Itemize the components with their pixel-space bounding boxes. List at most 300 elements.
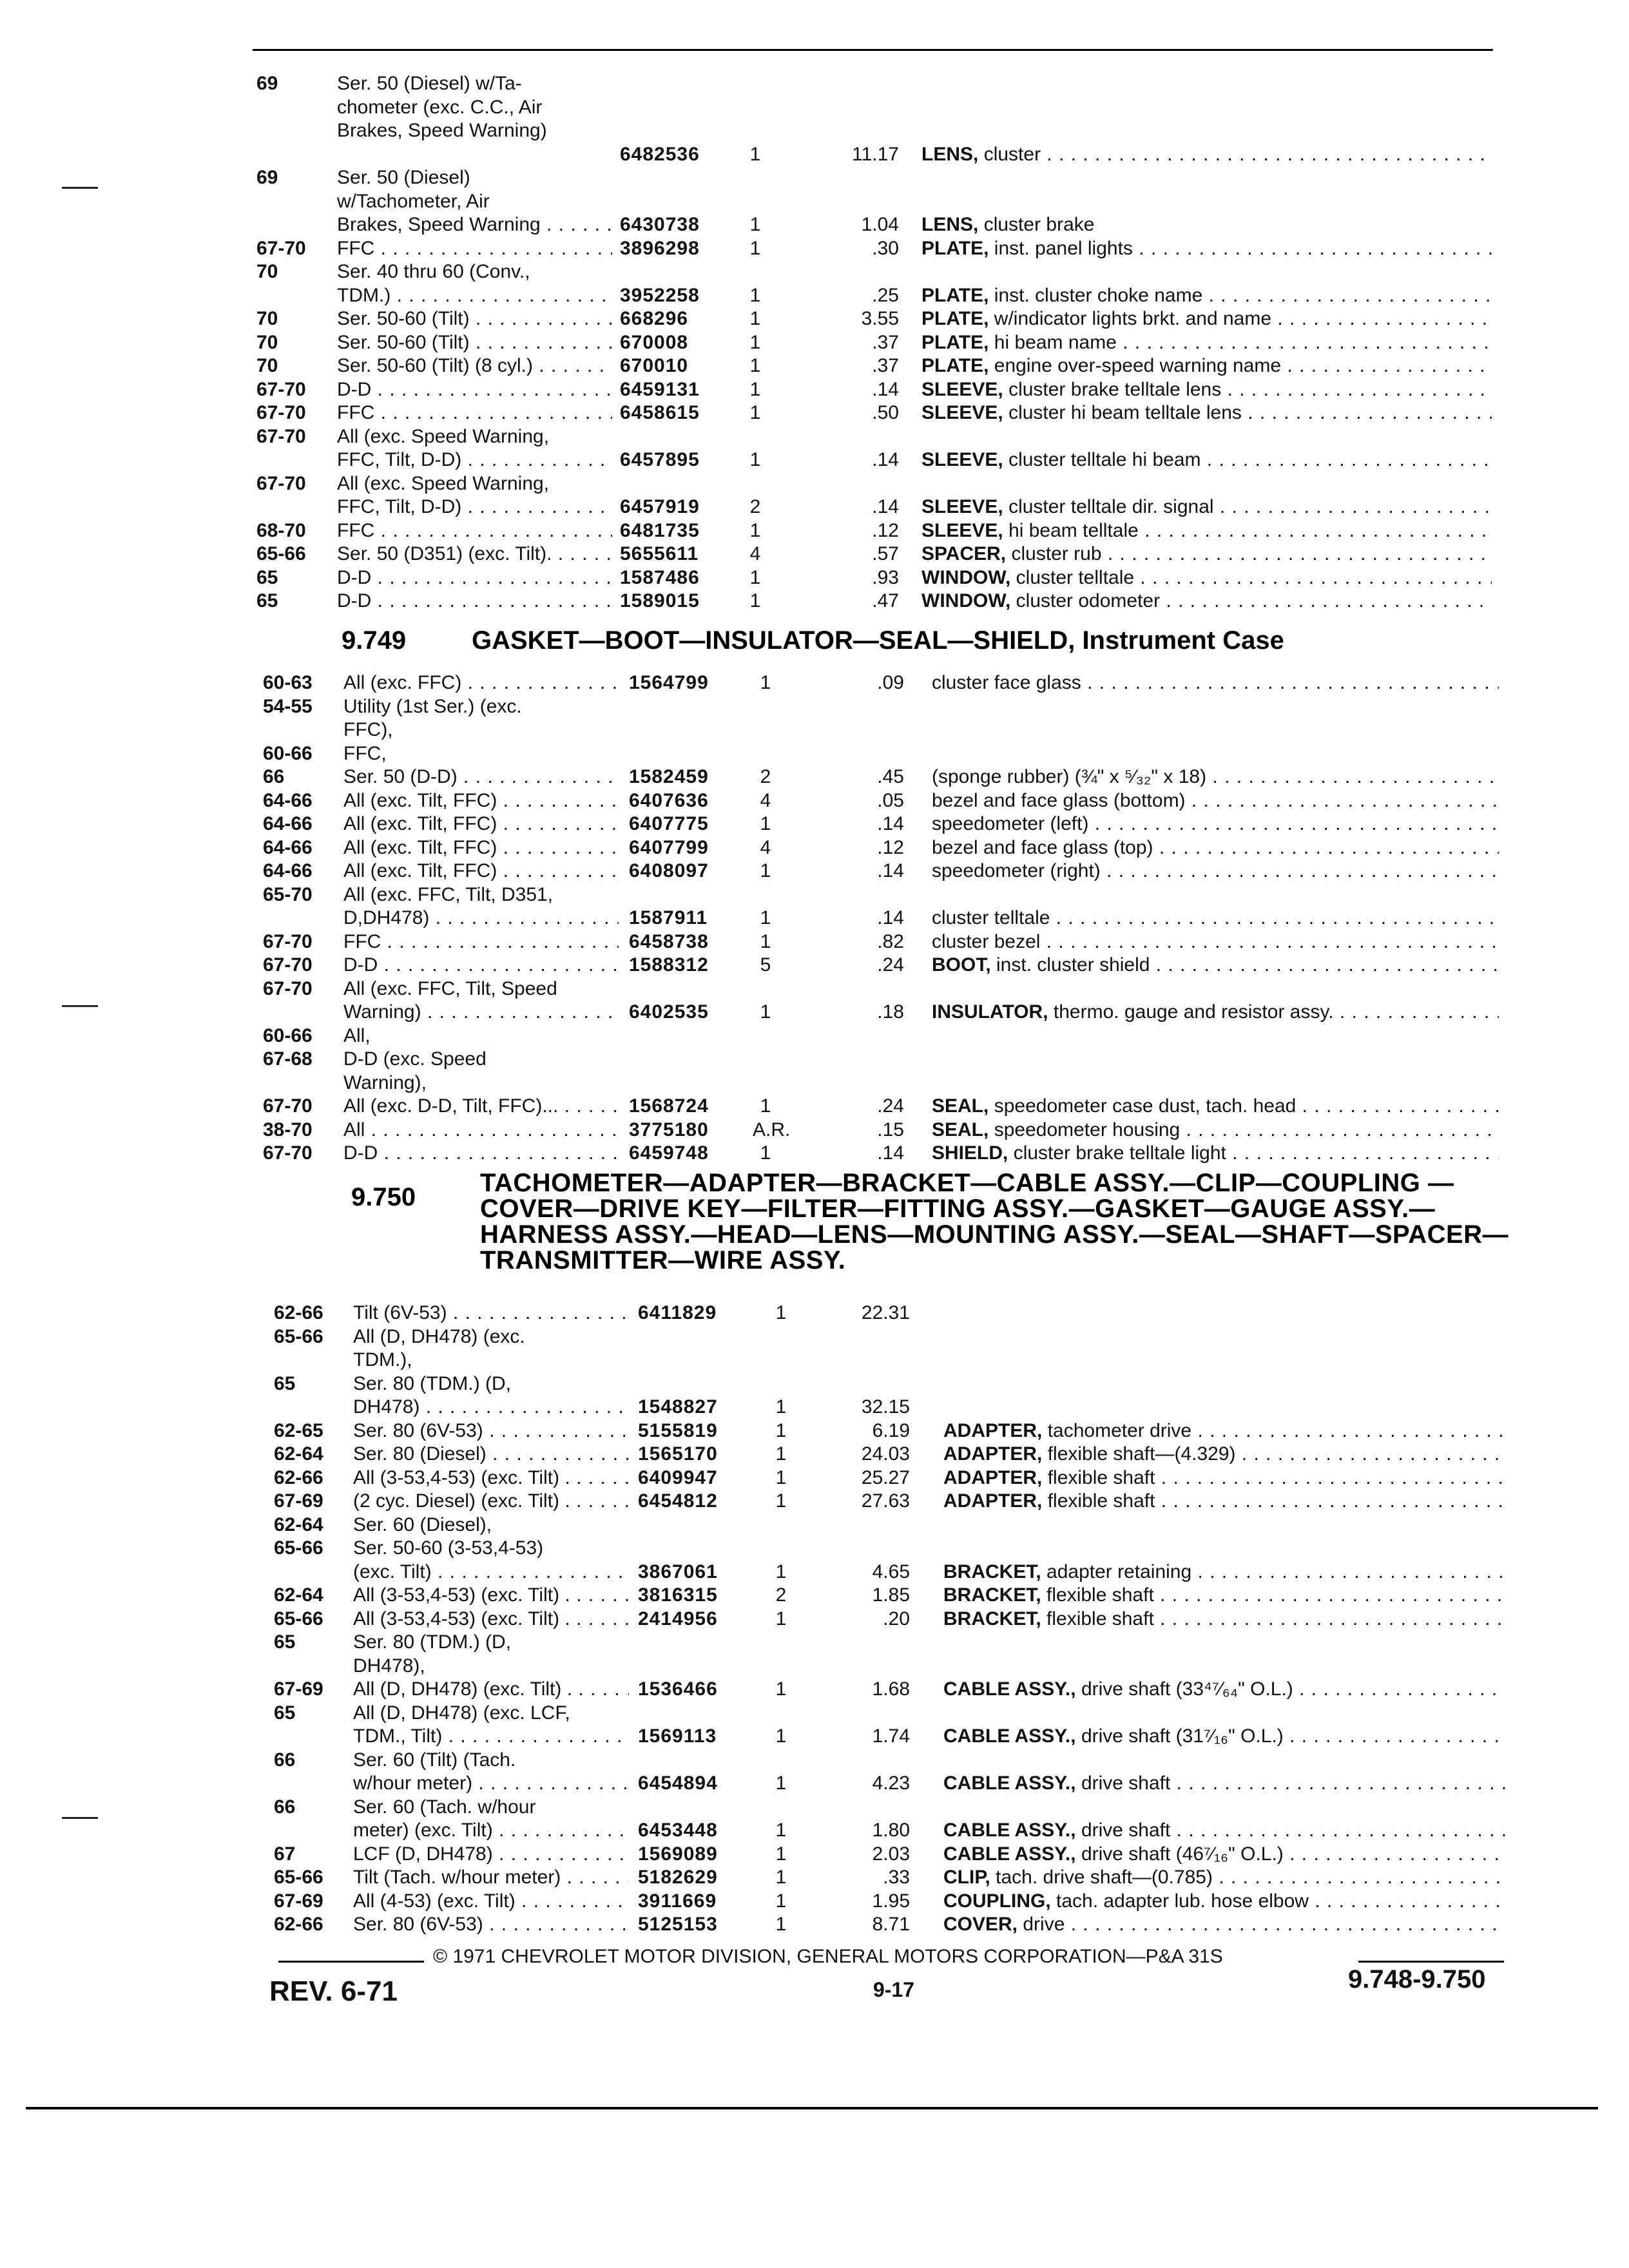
part-name <box>943 1490 1505 1514</box>
quantity: 1 <box>749 590 761 611</box>
model-description: All (D, DH478) (exc. Tilt) . . . . <box>353 1678 629 1702</box>
price: 1.85 <box>872 1584 910 1606</box>
part-name-keyword: BRACKET, <box>943 1561 1041 1582</box>
part-name-text: inst. cluster choke name <box>994 284 1203 306</box>
part-number: 5182629 <box>638 1867 718 1888</box>
parts-row <box>0 190 1629 214</box>
price: .14 <box>872 449 899 470</box>
part-name <box>943 1608 1505 1631</box>
part-name-text: adapter retaining <box>1046 1561 1192 1582</box>
parts-row <box>0 119 1629 143</box>
model-description: Ser. 50 (Diesel) w/Ta- <box>337 73 522 94</box>
part-name <box>921 519 1492 543</box>
part-number: 6409947 <box>638 1466 718 1488</box>
parts-row <box>0 1655 1629 1678</box>
parts-row <box>0 1631 1629 1655</box>
bottom-rule <box>26 2107 1598 2109</box>
model-year: 66 <box>274 1796 296 1818</box>
part-name <box>921 590 1492 613</box>
part-name <box>921 331 1492 355</box>
part-name <box>921 378 1492 402</box>
part-name <box>921 448 1492 472</box>
price: .14 <box>877 860 904 881</box>
model-description: LCF (D, DH478) . . . <box>353 1843 629 1867</box>
part-name <box>932 1142 1499 1166</box>
price: 1.04 <box>861 214 899 235</box>
quantity: 1 <box>775 1561 787 1582</box>
model-year: 62-66 <box>274 1466 323 1488</box>
parts-row <box>0 1072 1629 1095</box>
model-description: All (4-53) (exc. Tilt) . . . <box>353 1890 629 1914</box>
part-name <box>932 789 1499 813</box>
model-year: 70 <box>256 331 278 353</box>
model-year: 67-69 <box>274 1890 323 1912</box>
part-name-text: flexible shaft <box>1047 1466 1155 1488</box>
model-description: All (exc. Tilt, FFC) . . . <box>343 789 619 813</box>
part-name-keyword: SHIELD, <box>932 1142 1008 1164</box>
model-year: 65 <box>256 566 278 588</box>
part-name-keyword: SLEEVE, <box>921 519 1003 541</box>
part-number: 670010 <box>620 355 689 376</box>
parts-row <box>0 1024 1629 1048</box>
model-description: w/Tachometer, Air <box>337 190 490 212</box>
part-name-keyword: COVER, <box>943 1914 1018 1935</box>
model-description: Ser. 80 (TDM.) (D, <box>353 1631 512 1653</box>
part-name <box>921 543 1492 566</box>
part-name <box>943 1772 1505 1796</box>
quantity: 1 <box>760 1142 771 1164</box>
parts-row <box>0 718 1629 742</box>
model-year: 65 <box>256 590 278 611</box>
model-year: 65-66 <box>274 1867 323 1888</box>
parts-row <box>0 1466 1629 1490</box>
part-name-keyword: INSULATOR, <box>932 1001 1048 1023</box>
quantity: 1 <box>775 1773 787 1794</box>
part-name-text: inst. panel lights <box>994 237 1133 259</box>
price: 22.31 <box>861 1302 910 1323</box>
model-year: 62-65 <box>274 1419 323 1441</box>
part-number: 6408097 <box>629 860 709 881</box>
parts-row <box>0 954 1629 977</box>
part-name-text: flexible shaft <box>1047 1490 1155 1512</box>
quantity: 1 <box>749 237 761 259</box>
model-year: 67-70 <box>256 472 306 494</box>
part-number: 1587911 <box>629 907 708 928</box>
part-name-text: cluster odometer <box>1016 590 1161 611</box>
model-description: D-D . . . <box>343 954 619 977</box>
model-year: 67-70 <box>256 402 306 423</box>
part-name-text: drive shaft <box>1081 1820 1171 1841</box>
part-number: 1565170 <box>638 1443 718 1465</box>
quantity: 1 <box>775 1419 787 1441</box>
quantity: 1 <box>760 860 771 881</box>
parts-row <box>0 260 1629 284</box>
model-description: chometer (exc. C.C., Air <box>337 96 543 118</box>
part-name <box>943 1890 1505 1914</box>
part-name <box>932 812 1499 836</box>
parts-row <box>0 671 1629 695</box>
model-year: 67-70 <box>263 930 313 952</box>
part-name-keyword: BOOT, <box>932 954 991 975</box>
quantity: 1 <box>775 1490 787 1512</box>
part-name <box>932 954 1499 977</box>
model-year: 68-70 <box>256 519 306 541</box>
model-year: 64-66 <box>263 789 313 811</box>
model-year: 65-66 <box>274 1608 323 1629</box>
part-number: 668296 <box>620 308 689 329</box>
parts-row <box>0 1302 1629 1325</box>
price: .15 <box>877 1119 904 1140</box>
part-number: 5125153 <box>638 1914 718 1935</box>
model-description: Warning) . . . <box>343 1001 619 1024</box>
price: 27.63 <box>861 1490 910 1512</box>
model-description: D-D . . . <box>337 566 612 590</box>
quantity: 1 <box>749 519 761 541</box>
part-name-keyword: PLATE, <box>921 284 989 306</box>
footer-rule-right <box>1358 1961 1504 1963</box>
model-description: All (exc. Tilt, FFC) . . . <box>343 860 619 883</box>
price: .50 <box>872 402 899 423</box>
parts-row <box>0 213 1629 237</box>
model-description: Ser. 50-60 (3-53,4-53) <box>353 1537 544 1559</box>
parts-row <box>0 1349 1629 1372</box>
part-name-keyword: ADAPTER, <box>943 1419 1043 1441</box>
part-name-keyword: SLEEVE, <box>921 449 1003 470</box>
part-name <box>943 1443 1505 1466</box>
part-name-text: hi beam name <box>994 331 1117 353</box>
parts-row <box>0 1095 1629 1119</box>
price: 1.74 <box>872 1725 910 1747</box>
model-year: 60-63 <box>263 672 313 693</box>
parts-row <box>0 1119 1629 1142</box>
quantity: 1 <box>760 1001 771 1023</box>
parts-row <box>0 1561 1629 1584</box>
quantity: 1 <box>760 907 771 928</box>
part-number: 6457919 <box>620 496 700 517</box>
price: .14 <box>872 496 899 517</box>
model-description: All (exc. Speed Warning, <box>337 425 550 447</box>
price: .20 <box>883 1608 910 1629</box>
parts-row <box>0 1419 1629 1443</box>
top-rule <box>253 49 1493 51</box>
price: .09 <box>877 672 904 693</box>
model-description: Ser. 50 (D351) (exc. Tilt). . . . <box>337 543 612 566</box>
part-name <box>921 566 1492 590</box>
model-description: FFC, Tilt, D-D) . . . <box>337 448 612 472</box>
model-description: All (exc. FFC) . . . <box>343 671 619 695</box>
part-name-keyword: CABLE ASSY., <box>943 1843 1076 1865</box>
parts-row <box>0 425 1629 449</box>
model-description: (2 cyc. Diesel) (exc. Tilt) . . . . <box>353 1490 629 1514</box>
price: .12 <box>872 519 899 541</box>
model-description: D-D . . . <box>337 378 612 402</box>
quantity: 1 <box>775 1843 787 1865</box>
part-number: 6458738 <box>629 930 709 952</box>
part-number: 6459131 <box>620 378 700 400</box>
price: .37 <box>872 331 899 353</box>
part-name-text: hi beam telltale <box>1008 519 1139 541</box>
part-number: 3911669 <box>638 1890 717 1912</box>
part-name-text: cluster bezel <box>932 930 1041 952</box>
model-year: 70 <box>256 261 278 282</box>
section-9-750-rows <box>0 1302 1629 1937</box>
model-year: 54-55 <box>263 695 313 717</box>
part-name-text: speedometer (left) <box>932 813 1089 834</box>
part-name <box>921 495 1492 519</box>
part-number: 2414956 <box>638 1608 718 1629</box>
quantity: 1 <box>775 1466 787 1488</box>
price: .45 <box>877 766 904 787</box>
price: .57 <box>872 543 899 564</box>
part-name-keyword: CLIP, <box>943 1867 990 1888</box>
quantity: 1 <box>749 284 761 306</box>
parts-row <box>0 1843 1629 1867</box>
part-number: 1589015 <box>620 590 700 611</box>
part-name <box>932 836 1499 860</box>
section-9-748-rows <box>0 72 1629 613</box>
part-name-text: tach. adapter lub. hose elbow <box>1056 1890 1309 1912</box>
part-name-text: (sponge rubber) (¾" x ⁵⁄₃₂" x 18) <box>932 766 1207 787</box>
part-name-text: cluster telltale hi beam <box>1008 449 1201 470</box>
model-year: 66 <box>274 1749 296 1771</box>
part-name-keyword: COUPLING, <box>943 1890 1051 1912</box>
part-number: 5155819 <box>638 1419 718 1441</box>
model-description: meter) (exc. Tilt) . . . <box>353 1819 629 1843</box>
model-description: All (exc. Speed Warning, <box>337 472 550 494</box>
part-name-keyword: SLEEVE, <box>921 402 1003 423</box>
model-description: All (3-53,4-53) (exc. Tilt) . . . . <box>353 1584 629 1608</box>
parts-row <box>0 765 1629 789</box>
quantity: 1 <box>749 214 761 235</box>
model-description: All (exc. FFC, Tilt, Speed <box>343 977 557 999</box>
quantity: 1 <box>775 1678 787 1700</box>
part-name-keyword: PLATE, <box>921 308 989 329</box>
price: .82 <box>877 930 904 952</box>
price: 6.19 <box>872 1419 910 1441</box>
part-name-keyword: BRACKET, <box>943 1584 1041 1606</box>
model-year: 67-70 <box>263 1142 313 1164</box>
parts-row <box>0 307 1629 331</box>
quantity: 1 <box>749 449 761 470</box>
model-description: All . . . <box>343 1119 619 1142</box>
part-name-text: flexible shaft <box>1046 1584 1154 1606</box>
model-description: Ser. 80 (TDM.) (D, <box>353 1372 512 1394</box>
parts-row <box>0 448 1629 472</box>
model-description: Brakes, Speed Warning) <box>337 120 547 141</box>
parts-row <box>0 1725 1629 1749</box>
quantity: 1 <box>775 1396 787 1418</box>
revision-label: REV. 6-71 <box>269 1975 398 2007</box>
quantity: 1 <box>760 813 771 834</box>
model-description: Tilt (6V-53) . . . <box>353 1302 629 1325</box>
model-description: All (exc. Tilt, FFC) . . . <box>343 812 619 836</box>
model-description: Ser. 80 (Diesel) . . . <box>353 1443 629 1466</box>
model-description: D-D . . . <box>343 1142 619 1166</box>
parts-row <box>0 789 1629 813</box>
model-description: D-D (exc. Speed <box>343 1048 487 1070</box>
part-name-keyword: SLEEVE, <box>921 378 1003 400</box>
part-name-keyword: CABLE ASSY., <box>943 1773 1076 1794</box>
parts-row <box>0 1396 1629 1419</box>
part-name <box>932 930 1499 954</box>
parts-row <box>0 519 1629 543</box>
parts-row <box>0 1443 1629 1466</box>
price: 4.23 <box>872 1773 910 1794</box>
quantity: 1 <box>749 143 761 165</box>
part-name-text: bezel and face glass (bottom) <box>932 789 1186 811</box>
part-name-keyword: SPACER, <box>921 543 1007 564</box>
part-name-text: bezel and face glass (top) <box>932 836 1153 858</box>
price: .18 <box>877 1001 904 1023</box>
part-name-text: drive shaft (31⁷⁄₁₆" O.L.) <box>1081 1725 1284 1747</box>
part-name <box>932 907 1499 930</box>
part-number: 6430738 <box>620 214 700 235</box>
part-number: 1588312 <box>629 954 709 975</box>
part-name-keyword: SEAL, <box>932 1119 989 1140</box>
model-year: 65 <box>274 1372 296 1394</box>
part-number: 6407799 <box>629 836 709 858</box>
model-description: Ser. 80 (6V-53) . . . <box>353 1913 629 1937</box>
parts-row <box>0 1913 1629 1937</box>
part-number: 6402535 <box>629 1001 709 1023</box>
model-year: 64-66 <box>263 836 313 858</box>
part-name-keyword: SEAL, <box>932 1095 989 1117</box>
quantity: 1 <box>749 308 761 329</box>
quantity: 2 <box>775 1584 787 1606</box>
model-description: Ser. 50-60 (Tilt) (8 cyl.) . . . <box>337 354 612 378</box>
part-name-text: cluster hi beam telltale lens <box>1008 402 1242 423</box>
part-name <box>943 1725 1505 1749</box>
parts-row <box>0 495 1629 519</box>
parts-row <box>0 166 1629 190</box>
parts-row <box>0 1772 1629 1796</box>
part-name-keyword: PLATE, <box>921 331 989 353</box>
parts-row <box>0 96 1629 120</box>
quantity: 1 <box>749 378 761 400</box>
price: .33 <box>883 1867 910 1888</box>
model-description: Utility (1st Ser.) (exc. <box>343 695 522 717</box>
model-description: Ser. 50-60 (Tilt) . . . <box>337 331 612 355</box>
part-name-text: flexible shaft <box>1046 1608 1154 1629</box>
model-description: All (3-53,4-53) (exc. Tilt) . . . . <box>353 1608 629 1631</box>
quantity: 1 <box>775 1867 787 1888</box>
parts-row <box>0 237 1629 261</box>
quantity: 1 <box>760 1095 771 1117</box>
part-name <box>943 1843 1505 1867</box>
part-number: 3816315 <box>638 1584 718 1606</box>
price: 2.03 <box>872 1843 910 1865</box>
part-name-text: cluster rub <box>1011 543 1102 564</box>
price: .24 <box>877 1095 904 1117</box>
parts-row <box>0 860 1629 883</box>
part-name <box>943 1584 1505 1608</box>
model-year: 62-64 <box>274 1584 323 1606</box>
model-year: 65-66 <box>256 543 306 564</box>
parts-row <box>0 1372 1629 1396</box>
model-year: 60-66 <box>263 742 313 764</box>
model-description: Ser. 60 (Diesel), <box>353 1514 492 1535</box>
parts-row <box>0 1819 1629 1843</box>
price: .14 <box>877 813 904 834</box>
quantity: 2 <box>760 766 771 787</box>
parts-row <box>0 812 1629 836</box>
model-year: 67-70 <box>263 977 313 999</box>
model-year: 70 <box>256 355 278 376</box>
model-year: 66 <box>263 766 285 787</box>
parts-row <box>0 1678 1629 1702</box>
parts-row <box>0 543 1629 566</box>
model-description: Warning), <box>343 1072 427 1093</box>
model-description: w/hour meter) . . . <box>353 1772 629 1796</box>
price: 1.95 <box>872 1890 910 1912</box>
quantity: 4 <box>760 836 771 858</box>
parts-row <box>0 742 1629 766</box>
part-name <box>921 143 1492 167</box>
part-name <box>943 1678 1505 1702</box>
part-name-text: cluster telltale dir. signal <box>1008 496 1214 517</box>
model-year: 64-66 <box>263 860 313 881</box>
parts-row <box>0 1796 1629 1820</box>
part-name-text: cluster brake <box>983 214 1095 235</box>
model-description: Ser. 50 (D-D) . . . <box>343 765 619 789</box>
part-name-keyword: CABLE ASSY., <box>943 1725 1076 1747</box>
price: 1.80 <box>872 1820 910 1841</box>
part-name <box>932 671 1499 695</box>
parts-row <box>0 72 1629 96</box>
model-year: 67-69 <box>274 1490 323 1512</box>
part-name-text: cluster telltale <box>1016 566 1135 588</box>
model-description: Ser. 50 (Diesel) <box>337 167 470 188</box>
section-range: 9.748-9.750 <box>1348 1965 1486 1994</box>
part-name-keyword: BRACKET, <box>943 1608 1041 1629</box>
part-name <box>943 1913 1505 1937</box>
parts-row <box>0 354 1629 378</box>
price: 32.15 <box>861 1396 910 1418</box>
footer-rule-left <box>278 1961 424 1963</box>
quantity: 1 <box>760 672 771 693</box>
part-name-text: drive shaft (33⁴⁷⁄₆₄" O.L.) <box>1081 1678 1293 1700</box>
parts-row <box>0 1702 1629 1725</box>
parts-row <box>0 907 1629 930</box>
model-description: (exc. Tilt) . . . <box>353 1561 629 1584</box>
section-number: 9.750 <box>351 1183 416 1211</box>
model-year: 65-66 <box>274 1325 323 1347</box>
part-number: 6481735 <box>620 519 700 541</box>
model-year: 67-70 <box>263 954 313 975</box>
model-description: All, <box>343 1024 371 1046</box>
part-number: 6454812 <box>638 1490 718 1512</box>
price: .30 <box>872 237 899 259</box>
part-number: 3775180 <box>629 1119 709 1140</box>
model-description: FFC, <box>343 742 387 764</box>
part-name-keyword: ADAPTER, <box>943 1443 1043 1465</box>
section-title: TACHOMETER—ADAPTER—BRACKET—CABLE ASSY.—CLIP—COUPLING —COVER—DRIVE KEY—FILTER—FITTING ASSY.—GASKET—GAUGE ASSY.—HARNESS ASSY.—HEAD—LENS—MOUNTING ASSY.—SEAL—SHAFT—SPACER—TRANSMITTER—WIRE ASSY. <box>480 1169 1509 1274</box>
part-name-text: engine over-speed warning name <box>994 355 1282 376</box>
part-number: 1569113 <box>638 1725 717 1747</box>
price: .14 <box>872 378 899 400</box>
part-name <box>943 1419 1505 1443</box>
part-name-keyword: PLATE, <box>921 237 989 259</box>
model-description: FFC . . . <box>337 401 612 425</box>
quantity: 1 <box>775 1443 787 1465</box>
model-year: 70 <box>256 308 278 329</box>
model-year: 65-70 <box>263 883 313 905</box>
model-year: 69 <box>256 73 278 94</box>
part-name <box>921 307 1492 331</box>
model-year: 67-70 <box>256 378 306 400</box>
model-year: 60-66 <box>263 1024 313 1046</box>
part-number: 6453448 <box>638 1820 718 1841</box>
